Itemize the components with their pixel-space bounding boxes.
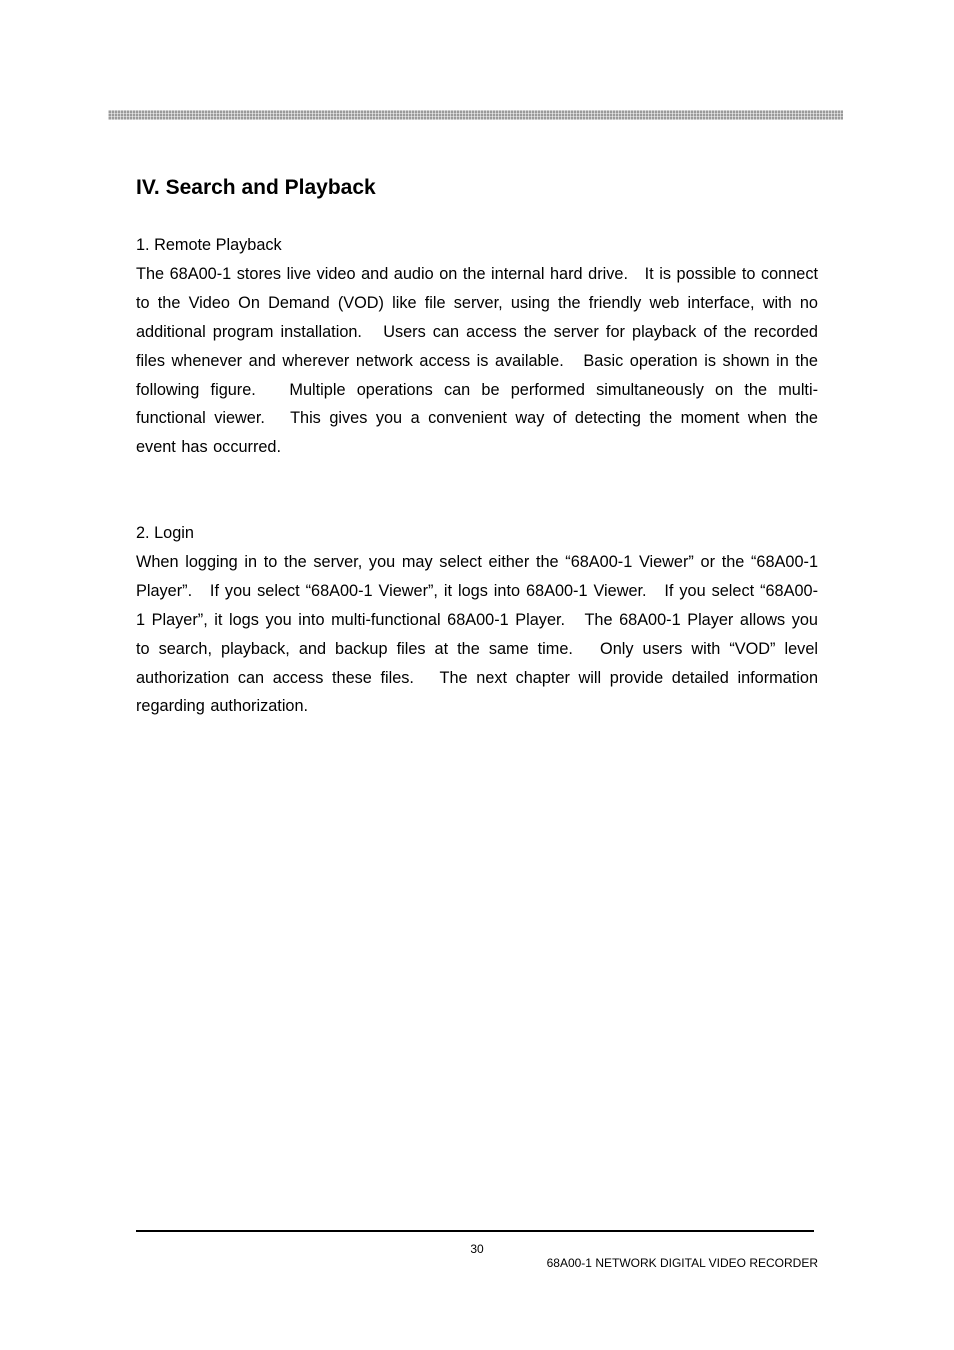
section-heading: 2. Login [136,524,194,542]
section-login [136,519,818,721]
footer-product-name: 68A00-1 NETWORK DIGITAL VIDEO RECORDER [546,1256,818,1270]
footer-divider [136,1230,814,1232]
section-paragraph: The 68A00-1 stores live video and audio on the internal hard drive. It is possible to connect to the Video On Demand (VOD) like file server, using the friendly web interface, with no additional program installation. Users can access the server for playback of the recorded files whenever and wherever network access is available. Basic operation is shown in the following figure. Multiple operations can be performed simultaneously on the multi-functional viewer. This gives you a convenient way of detecting the moment when the event has occurred. [136,264,818,457]
section-heading: 1. Remote Playback [136,236,282,254]
section-remote-playback [136,231,818,462]
section-paragraph: When logging in to the server, you may select either the “68A00-1 Viewer” or the “68A00-1 Player”. If you select “68A00-1 Viewer”, it logs into 68A00-1 Viewer. If you select “68A00-1 Player”, it logs you into multi-functional 68A00-1 Player. The 68A00-1 Player allows you to search, playback, and backup files at the same time. Only users with “VOD” level authorization can access these files. The next chapter will provide detailed information regarding authorization. [136,552,818,716]
page-number: 30 [470,1242,484,1256]
chapter-title: IV. Search and Playback [136,176,376,199]
header-decorative-bar [108,110,843,120]
